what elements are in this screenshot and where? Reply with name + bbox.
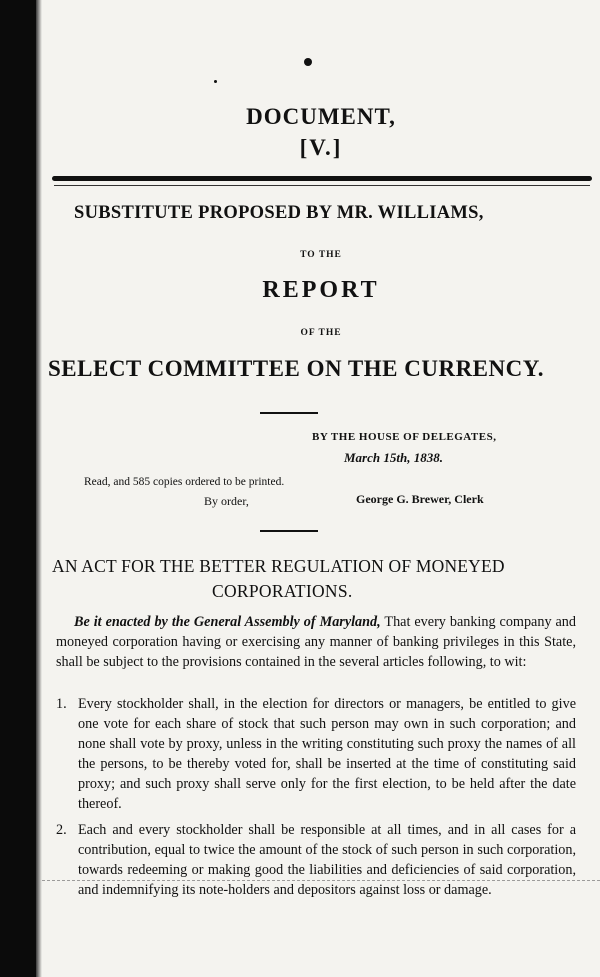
article-body (56, 820, 576, 900)
house-attribution: BY THE HOUSE OF DELEGATES, (312, 431, 497, 443)
title-rule-thick (52, 176, 592, 181)
print-order: Read, and 585 copies ordered to be printed. (84, 476, 285, 488)
to-the-label: TO THE (300, 250, 342, 260)
page-binding-shadow (0, 0, 36, 977)
clerk-signature: George G. Brewer, Clerk (356, 492, 484, 506)
document-title: DOCUMENT, (246, 104, 396, 129)
enacting-paragraph (56, 612, 576, 672)
act-title-line-1: AN ACT FOR THE BETTER REGULATION OF MONEYED (52, 556, 505, 576)
report-heading: REPORT (262, 277, 380, 303)
enacting-text: That every banking company and moneyed corporation having or exercising any manner of banking privileges in this State, shall be subject to the provisions contained in the several articles following, to wit: (56, 614, 576, 670)
substitute-heading: SUBSTITUTE PROPOSED BY MR. WILLIAMS, (74, 203, 484, 223)
act-title-line-2: CORPORATIONS. (212, 581, 353, 601)
section-divider (260, 530, 318, 532)
article-number: 2. (56, 822, 67, 838)
article-text: Each and every stockholder shall be responsible at all times, and in all cases for a contribution, equal to twice the amount of the stock of such person in such corporation, towards redeeming or making good the liabilities and deficiencies of said corporation, and indemnifying its note-holders and depositors against loss or damage. (78, 822, 576, 898)
article-body (56, 694, 576, 814)
enacting-clause: Be it enacted by the General Assembly of Maryland, (74, 614, 381, 630)
by-order-label: By order, (204, 494, 249, 508)
committee-heading: SELECT COMMITTEE ON THE CURRENCY. (48, 356, 544, 381)
article-2 (56, 820, 576, 900)
of-the-label: OF THE (300, 328, 342, 338)
section-divider (260, 412, 318, 414)
article-1 (56, 694, 576, 814)
article-number: 1. (56, 696, 67, 712)
date-line (344, 450, 443, 466)
document-number: [V.] (299, 135, 343, 160)
title-rule-thin (54, 185, 590, 186)
article-text: Every stockholder shall, in the election for directors or managers, be entitled to give one vote for each share of stock that such person may own in such corporation; and none shall vote by proxy, unless in the writing constituting such proxy the names of all the persons, to be thereby voted for, shall be inserted at the time of constituting said proxy; and such proxy shall serve only for the first election, to be held after the date thereof. (78, 696, 576, 812)
date-text: March 15th, 1838. (344, 450, 443, 465)
document-page (42, 0, 600, 977)
scan-artifact-line (42, 880, 600, 881)
